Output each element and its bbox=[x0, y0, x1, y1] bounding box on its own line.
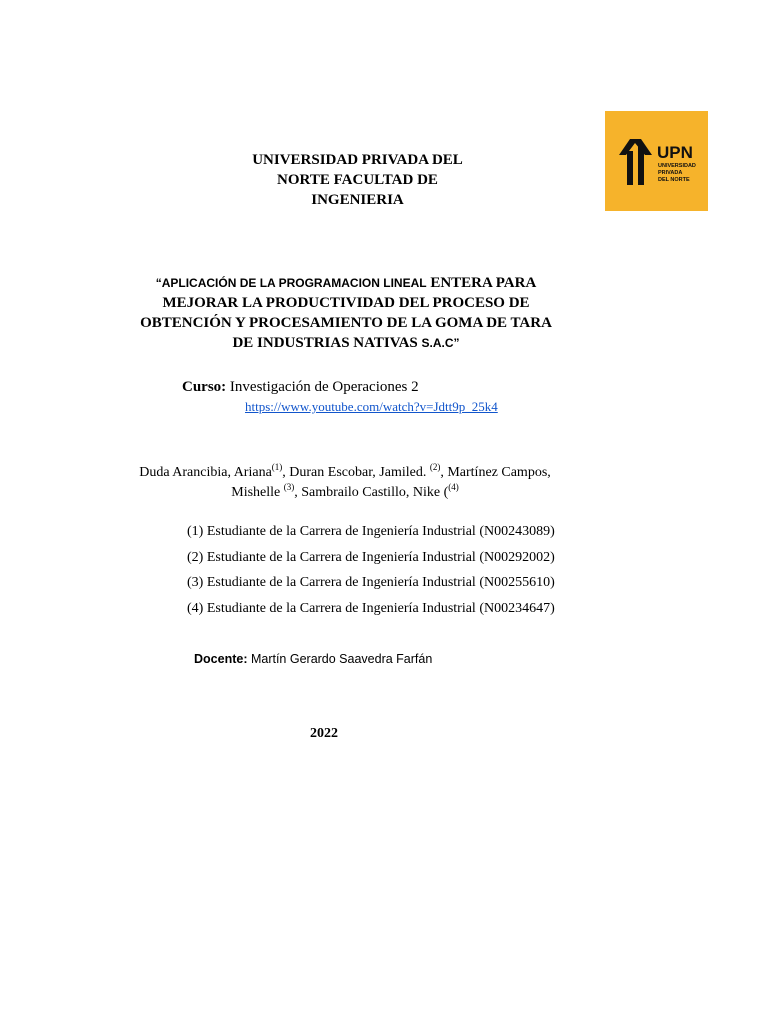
upn-logo bbox=[605, 111, 708, 211]
title-line-1 bbox=[120, 273, 572, 293]
author-2: , Duran Escobar, Jamiled. bbox=[282, 465, 427, 480]
student-item: (1) Estudiante de la Carrera de Ingeniería Industrial (N00243089) bbox=[187, 524, 555, 539]
student-item: (3) Estudiante de la Carrera de Ingeniería Industrial (N00255610) bbox=[187, 575, 555, 590]
university-line-1: UNIVERSIDAD PRIVADA DEL bbox=[252, 152, 463, 168]
author-3-ref: (3) bbox=[283, 482, 295, 492]
docente-line bbox=[194, 652, 432, 666]
course-value: Investigación de Operaciones 2 bbox=[226, 379, 419, 395]
title-line-4-start: DE INDUSTRIAS NATIVAS bbox=[232, 335, 422, 351]
author-2-ref: (2) bbox=[429, 462, 441, 472]
author-1: Duda Arancibia, Ariana bbox=[139, 465, 272, 480]
student-item: (2) Estudiante de la Carrera de Ingeniería Industrial (N00292002) bbox=[187, 549, 555, 565]
author-3: , Martínez Campos, Mishelle bbox=[231, 465, 551, 500]
docente-name: Martín Gerardo Saavedra Farfán bbox=[247, 652, 433, 666]
course-line bbox=[182, 379, 419, 396]
video-link[interactable]: https://www.youtube.com/watch?v=Jdtt9p_25k4 bbox=[245, 399, 498, 414]
title-line-2: MEJORAR LA PRODUCTIVIDAD DEL PROCESO DE bbox=[162, 295, 530, 311]
course-label: Curso: bbox=[182, 379, 227, 395]
university-line-2: NORTE FACULTAD DE bbox=[277, 172, 438, 188]
year: 2022 bbox=[310, 726, 338, 741]
title-line-4 bbox=[120, 333, 572, 353]
author-4-ref: (4) bbox=[448, 482, 459, 492]
logo-sub-text-3: DEL NORTE bbox=[658, 177, 690, 183]
students-list bbox=[187, 519, 555, 621]
title-line-1-sans: “APLICACIÓN DE LA PROGRAMACION LINEAL bbox=[155, 276, 427, 290]
author-4: , Sambrailo Castillo, Nike ( bbox=[294, 485, 449, 500]
university-header bbox=[200, 150, 515, 210]
document-title bbox=[120, 273, 572, 353]
upn-arrow-icon bbox=[605, 111, 708, 211]
logo-sub-text-2: PRIVADA bbox=[658, 170, 683, 176]
university-line-3: INGENIERIA bbox=[311, 192, 404, 208]
author-1-ref: (1) bbox=[271, 462, 283, 472]
logo-sub-text-1: UNIVERSIDAD bbox=[658, 163, 696, 169]
authors-block bbox=[130, 463, 560, 503]
title-line-3: OBTENCIÓN Y PROCESAMIENTO DE LA GOMA DE TARA bbox=[140, 315, 552, 331]
title-line-1-rest: ENTERA PARA bbox=[426, 275, 537, 291]
docente-label: Docente: bbox=[194, 652, 248, 666]
student-item: (4) Estudiante de la Carrera de Ingeniería Industrial (N00234647) bbox=[187, 600, 555, 616]
title-line-4-end: S.A.C” bbox=[421, 336, 460, 350]
logo-main-text: UPN bbox=[657, 143, 693, 162]
